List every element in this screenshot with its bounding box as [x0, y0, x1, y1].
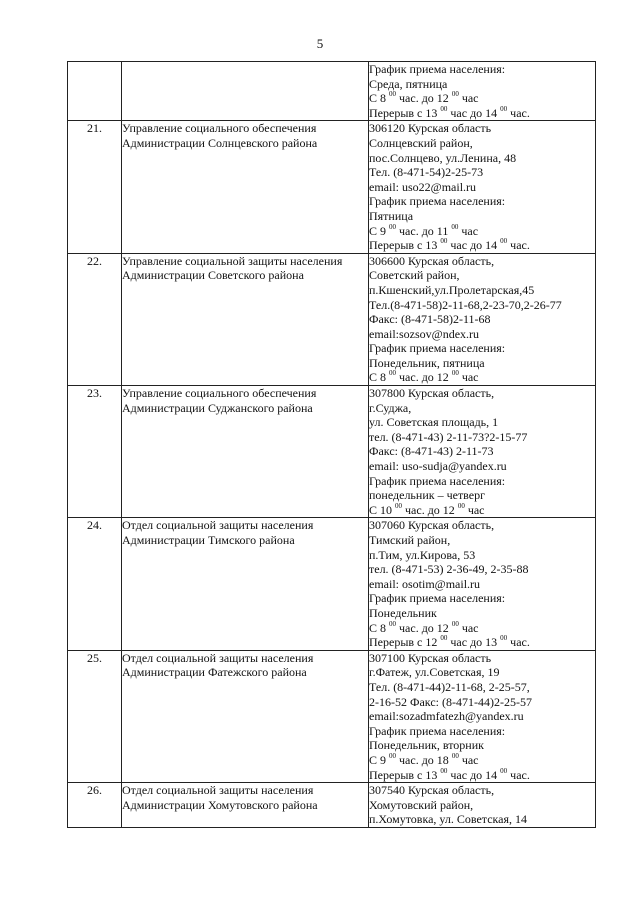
contact-line: Факс: (8-471-43) 2-11-73: [369, 444, 494, 459]
contact-line: п.Хомутовка, ул. Советская, 14: [369, 812, 528, 827]
contact-line: Пятница: [369, 208, 414, 223]
contact-info: [369, 783, 596, 828]
contact-line: Тел. (8-471-44)2-11-68, 2-25-57,: [369, 679, 530, 694]
contact-info: [369, 650, 596, 782]
table-body: [68, 62, 596, 828]
contact-line: График приема населения:: [369, 341, 506, 356]
contact-line: email: osotim@mail.ru: [369, 576, 481, 591]
row-number: 22.: [68, 253, 122, 385]
contact-line: Перерыв с 12 $^{00}$ час до 13 $^{00}$ час.: [369, 634, 530, 650]
table-row: [68, 253, 596, 385]
contact-line: 2-16-52 Факс: (8-471-44)2-25-57: [369, 694, 532, 709]
organization-name: Отдел социальной защиты населения Администрации Фатежского района: [122, 650, 369, 782]
contact-info: [369, 121, 596, 253]
table-row: [68, 518, 596, 650]
contact-line: Тел.(8-471-58)2-11-68,2-23-70,2-26-77: [369, 297, 562, 312]
contact-line: email:sozsov@ndex.ru: [369, 326, 480, 341]
contact-line: Факс: (8-471-58)2-11-68: [369, 312, 491, 327]
contact-line: email: uso22@mail.ru: [369, 179, 477, 194]
contact-line: 306120 Курская область: [369, 121, 492, 136]
contact-line: 307540 Курская область,: [369, 783, 495, 798]
contact-line: График приема населения:: [369, 473, 506, 488]
contact-line: 307100 Курская область: [369, 650, 492, 665]
contact-line: С 8 $^{00}$ час. до 12 $^{00}$ час: [369, 369, 479, 385]
page-number: 5: [316, 36, 324, 51]
organization-name: Управление социального обеспечения Администрации Суджанского района: [122, 386, 369, 518]
contact-info: [369, 253, 596, 385]
contact-line: Солнцевский район,: [369, 135, 473, 150]
contact-line: Тимский район,: [369, 533, 451, 547]
table-row: [68, 386, 596, 518]
contact-line: п.Кшенский,ул.Пролетарская,45: [369, 282, 535, 297]
contact-line: График приема населения:: [369, 194, 506, 209]
contact-line: ул. Советская площадь, 1: [369, 415, 499, 430]
table-row: [68, 121, 596, 253]
organization-name: Управление социальной защиты населения Администрации Советского района: [122, 253, 369, 385]
contact-line: Тел. (8-471-54)2-25-73: [369, 165, 484, 180]
agencies-table: [67, 61, 596, 828]
contact-line: г.Суджа,: [369, 400, 412, 415]
organization-name: Отдел социальной защиты населения Администрации Тимского района: [122, 518, 369, 650]
row-number: 23.: [68, 386, 122, 518]
row-number: [68, 62, 122, 121]
contact-line: п.Тим, ул.Кирова, 53: [369, 547, 476, 562]
contact-line: 307060 Курская область,: [369, 518, 495, 533]
contact-line: пос.Солнцево, ул.Ленина, 48: [369, 150, 517, 165]
contact-line: Советский район,: [369, 268, 460, 283]
row-number: 25.: [68, 650, 122, 782]
contact-line: Перерыв с 13 $^{00}$ час до 14 $^{00}$ час.: [369, 237, 530, 253]
contact-line: С 9 $^{00}$ час. до 11 $^{00}$ час: [369, 222, 479, 238]
contact-info: [369, 62, 596, 121]
contact-line: С 8 $^{00}$ час. до 12 $^{00}$ час: [369, 619, 479, 635]
table-row: [68, 62, 596, 121]
contact-line: С 8 $^{00}$ час. до 12 $^{00}$ час: [369, 90, 479, 106]
contact-info: [369, 386, 596, 518]
contact-line: Понедельник, вторник: [369, 738, 484, 753]
organization-name: Управление социального обеспечения Администрации Солнцевского района: [122, 121, 369, 253]
contact-line: Перерыв с 13 $^{00}$ час до 14 $^{00}$ час.: [369, 766, 530, 782]
table-row: [68, 783, 596, 828]
contact-line: Понедельник, пятница: [369, 355, 485, 370]
contact-line: тел. (8-471-53) 2-36-49, 2-35-88: [369, 562, 529, 577]
contact-line: 307800 Курская область,: [369, 386, 495, 401]
contact-line: email:sozadmfatezh@yandex.ru: [369, 709, 524, 724]
contact-line: Понедельник: [369, 605, 437, 620]
contact-line: С 9 $^{00}$ час. до 18 $^{00}$ час: [369, 751, 479, 767]
contact-line: С 10 $^{00}$ час. до 12 $^{00}$ час: [369, 501, 485, 517]
contact-line: График приема населения:: [369, 62, 506, 76]
contact-line: Среда, пятница: [369, 76, 448, 91]
contact-line: График приема населения:: [369, 591, 506, 606]
contact-line: 306600 Курская область,: [369, 253, 495, 268]
contact-line: График приема населения:: [369, 723, 506, 738]
row-number: 21.: [68, 121, 122, 253]
contact-line: понедельник – четверг: [369, 488, 486, 503]
table-row: [68, 650, 596, 782]
contact-line: тел. (8-471-43) 2-11-73?2-15-77: [369, 429, 528, 444]
contact-info: [369, 518, 596, 650]
row-number: 24.: [68, 518, 122, 650]
contact-line: Перерыв с 13 $^{00}$ час до 14 $^{00}$ час.: [369, 104, 530, 120]
organization-name: Отдел социальной защиты населения Администрации Хомутовского района: [122, 783, 369, 828]
contact-line: email: uso-sudja@yandex.ru: [369, 459, 507, 474]
contact-line: г.Фатеж, ул.Советская, 19: [369, 665, 500, 680]
row-number: 26.: [68, 783, 122, 828]
contact-line: Хомутовский район,: [369, 797, 474, 812]
organization-name: [122, 62, 369, 121]
